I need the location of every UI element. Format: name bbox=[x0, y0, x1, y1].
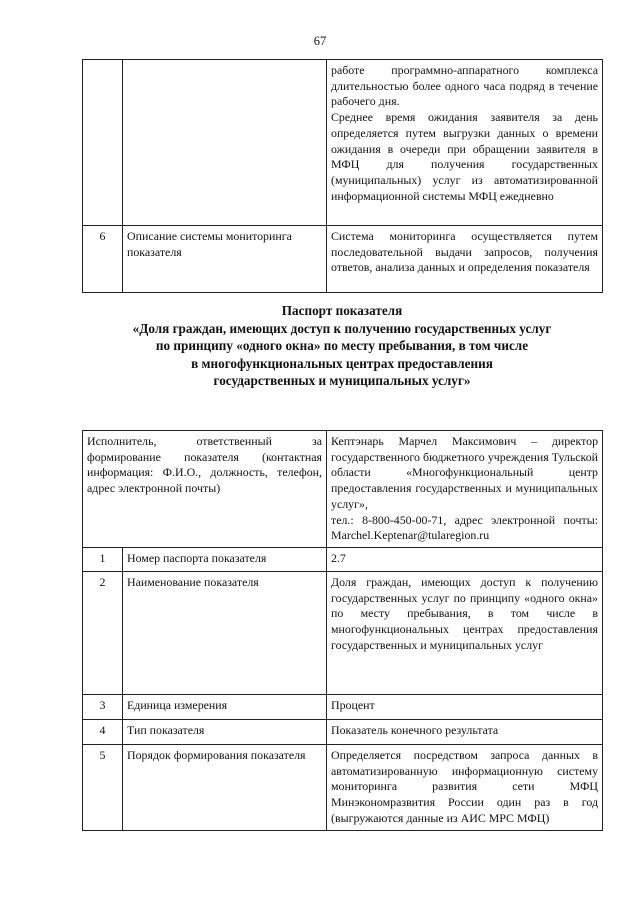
title-line: в многофункциональных центрах предоставления bbox=[191, 355, 493, 371]
row-label-cell bbox=[123, 60, 327, 226]
row-number-cell: 6 bbox=[83, 226, 123, 293]
row-value-cell bbox=[327, 60, 603, 226]
row-number-cell: 3 bbox=[83, 694, 123, 719]
row-number-cell: 5 bbox=[83, 744, 123, 830]
row-label-cell: Номер паспорта показателя bbox=[123, 547, 327, 571]
row-label-cell: Порядок формирования показателя bbox=[123, 744, 327, 830]
row-number-cell bbox=[83, 60, 123, 226]
value-paragraph: тел.: 8-800-450-00-71, адрес электронной почты: Marchel.Keptenar@tularegion.ru bbox=[331, 512, 599, 543]
table-row bbox=[83, 431, 603, 548]
row-value-cell: Система мониторинга осуществляется путем последовательной выдачи запросов, получения ответов, анализа данных и определения показателя bbox=[327, 226, 603, 293]
title-line: государственных и муниципальных услуг» bbox=[213, 373, 471, 389]
row-label-cell: Единица измерения bbox=[123, 694, 327, 719]
executor-value-cell bbox=[327, 431, 603, 548]
continuation-table bbox=[82, 59, 603, 293]
row-value-cell: Процент bbox=[327, 694, 603, 719]
table-row bbox=[83, 719, 603, 744]
title-line: Паспорт показателя bbox=[281, 303, 403, 318]
row-value-cell: Доля граждан, имеющих доступ к получению государственных услуг по принципу «одного окна» по месту пребывания, в том числе в многофункциональных центрах предоставления государственных и муниципальных услуг bbox=[327, 571, 603, 694]
passport-table bbox=[82, 430, 603, 831]
title-line: «Доля граждан, имеющих доступ к получению государственных услуг bbox=[132, 320, 552, 336]
row-value-cell: Показатель конечного результата bbox=[327, 719, 603, 744]
row-label-cell: Тип показателя bbox=[123, 719, 327, 744]
row-number-cell: 1 bbox=[83, 547, 123, 571]
row-number-cell: 4 bbox=[83, 719, 123, 744]
value-paragraph: работе программно-аппаратного комплекса длительностью более одного часа подряд в течение рабочего дня. bbox=[331, 63, 598, 109]
page-number: 67 bbox=[313, 34, 327, 48]
table-row bbox=[83, 547, 603, 571]
value-paragraph: Кептэнарь Марчел Максимович – директор государственного бюджетного учреждения Тульской области «Многофункциональный центр предоставления государственных и муниципальных услуг», bbox=[331, 434, 599, 511]
row-value-cell: 2.7 bbox=[327, 547, 603, 571]
row-number-cell: 2 bbox=[83, 571, 123, 694]
row-label-cell: Наименование показателя bbox=[123, 571, 327, 694]
table-row bbox=[83, 694, 603, 719]
value-paragraph: Среднее время ожидания заявителя за день определяется путем выгрузки данных о времени ожидания в очереди при обращении заявителя в МФЦ для получения государственных (муниципальных) услуг из автоматизированной информационной системы МФЦ ежедневно bbox=[331, 110, 598, 203]
table-row bbox=[83, 571, 603, 694]
executor-label-cell: Исполнитель, ответственный за формирование показателя (контактная информация: Ф.И.О., должность, телефон, адрес электронной почты) bbox=[83, 431, 327, 548]
table-row bbox=[83, 60, 603, 226]
title-line: по принципу «одного окна» по месту пребывания, в том числе bbox=[155, 338, 529, 354]
table-row bbox=[83, 744, 603, 830]
row-label-cell: Описание системы мониторинга показателя bbox=[123, 226, 327, 293]
passport-title bbox=[80, 302, 604, 390]
table-row bbox=[83, 226, 603, 293]
row-value-cell: Определяется посредством запроса данных в автоматизированную информационную систему мониторинга развития сети МФЦ Минэкономразвития России один раз в год (выгружаются данные из АИС МРС МФЦ) bbox=[327, 744, 603, 830]
